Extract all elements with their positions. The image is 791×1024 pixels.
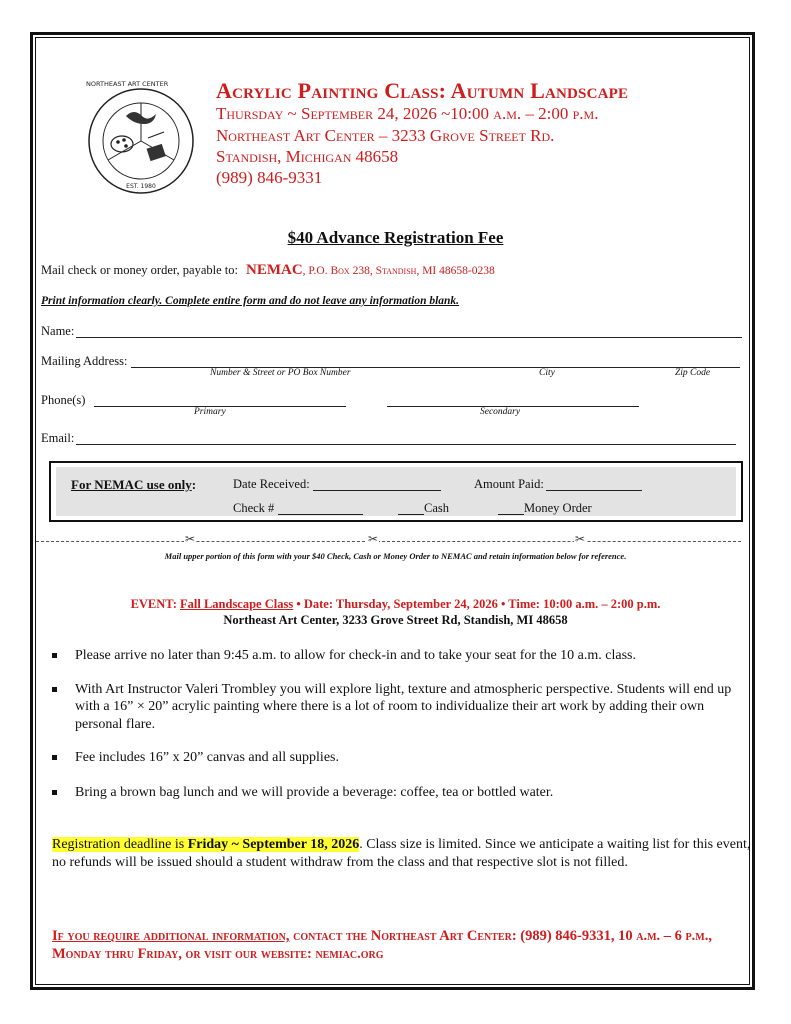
scissors-icon: ✂ <box>185 532 196 546</box>
list-item <box>52 647 742 665</box>
list-item <box>52 681 742 734</box>
event-venue: Northeast Art Center, 3233 Grove Street Rd, Standish, MI 48658 <box>223 613 568 627</box>
class-date-line: Thursday ~ September 24, 2026 ~10:00 a.m. – 2:00 p.m. <box>216 104 599 123</box>
class-title: Acrylic Painting Class: Autumn Landscape <box>216 78 629 103</box>
phone-label: Phone(s) <box>41 393 86 407</box>
scissors-icon: ✂ <box>368 532 379 546</box>
cash-label: Cash <box>424 501 449 515</box>
print-notice: Print information clearly. Complete entire form and do not leave any information blank. <box>41 295 460 307</box>
fee-heading: $40 Advance Registration Fee <box>287 228 504 247</box>
money-order-checkbox-line[interactable] <box>498 514 524 515</box>
payee-name: NEMAC <box>246 262 303 278</box>
email-label: Email: <box>41 431 75 445</box>
date-received-label: Date Received: <box>233 477 310 491</box>
cut-note: Mail upper portion of this form with your $40 Check, Cash or Money Order to NEMAC and retain information below for reference. <box>164 551 627 561</box>
payee-address: , P.O. Box 238, Standish, MI 48658-0238 <box>302 265 495 277</box>
event-prefix: EVENT: <box>130 597 180 611</box>
cut-line <box>36 541 741 542</box>
name-field[interactable] <box>76 337 742 338</box>
office-use-title: For NEMAC use only: <box>71 477 197 492</box>
deadline-date: Friday ~ September 18, 2026 <box>187 837 360 852</box>
deadline-paragraph <box>52 836 752 871</box>
contact-info <box>52 927 752 963</box>
bullet-square-icon <box>52 790 57 795</box>
phone-line: (989) 846-9331 <box>216 168 323 187</box>
info-bullet-list <box>52 647 742 801</box>
address-city-hint: City <box>539 368 555 378</box>
list-item <box>52 749 742 767</box>
bullet-square-icon <box>52 755 57 760</box>
venue-line: Northeast Art Center – 3233 Grove Street Rd. <box>216 126 555 145</box>
mail-prefix: Mail check or money order, payable to: <box>41 263 238 277</box>
bullet-square-icon <box>52 653 57 658</box>
bullet-square-icon <box>52 687 57 692</box>
list-item <box>52 784 742 802</box>
address-zip-hint: Zip Code <box>675 368 711 378</box>
scissors-icon: ✂ <box>575 532 586 546</box>
deadline-lead: Registration deadline is <box>52 837 188 852</box>
address-street-hint: Number & Street or PO Box Number <box>210 368 351 378</box>
contact-lead: If you require additional information, <box>52 928 290 944</box>
event-name: Fall Landscape Class <box>180 597 294 611</box>
logo-est-text: EST. 1980 <box>126 183 156 190</box>
email-field[interactable] <box>76 444 736 445</box>
nemac-logo <box>86 80 196 196</box>
check-number-label: Check # <box>233 501 275 515</box>
name-label: Name: <box>41 324 75 338</box>
cash-checkbox-line[interactable] <box>398 514 424 515</box>
amount-paid-field[interactable] <box>546 490 642 491</box>
city-line: Standish, Michigan 48658 <box>216 147 399 166</box>
primary-phone-hint: Primary <box>194 407 226 417</box>
event-summary <box>0 597 791 612</box>
amount-paid-label: Amount Paid: <box>474 477 544 491</box>
mailing-address-label: Mailing Address: <box>41 354 128 368</box>
check-number-field[interactable] <box>278 514 363 515</box>
deadline-rest: . Class size is limited. Since we anticipate a waiting list for this event, no refunds will be issued should a student withdraw from the class and that respective slot is not filled. <box>52 837 751 870</box>
money-order-label: Money Order <box>524 501 592 515</box>
event-details: • Date: Thursday, September 24, 2026 • Time: 10:00 a.m. – 2:00 p.m. <box>293 597 661 611</box>
bullet-text: Fee includes 16” x 20” canvas and all supplies. <box>75 750 339 765</box>
mail-instructions <box>41 262 495 279</box>
bullet-text: With Art Instructor Valeri Trombley you will explore light, texture and atmospheric perspective. Students will end up with a 16” × 20” acrylic painting where there is a lot of room to individualize their art work by adding their own personal flare. <box>75 681 732 732</box>
bullet-text: Please arrive no later than 9:45 a.m. to allow for check-in and to take your seat for the 10 a.m. class. <box>75 648 636 663</box>
contact-rest: contact the Northeast Art Center: (989) 846-9331, 10 a.m. – 6 p.m., Monday thru Friday, or visit our website: nemiac.org <box>52 928 712 962</box>
bullet-text: Bring a brown bag lunch and we will provide a beverage: coffee, tea or bottled water. <box>75 784 554 800</box>
secondary-phone-hint: Secondary <box>480 407 521 417</box>
office-use-title-text: For NEMAC use only <box>71 477 192 492</box>
logo-ring-text: NORTHEAST ART CENTER <box>86 80 169 88</box>
date-received-field[interactable] <box>313 490 441 491</box>
